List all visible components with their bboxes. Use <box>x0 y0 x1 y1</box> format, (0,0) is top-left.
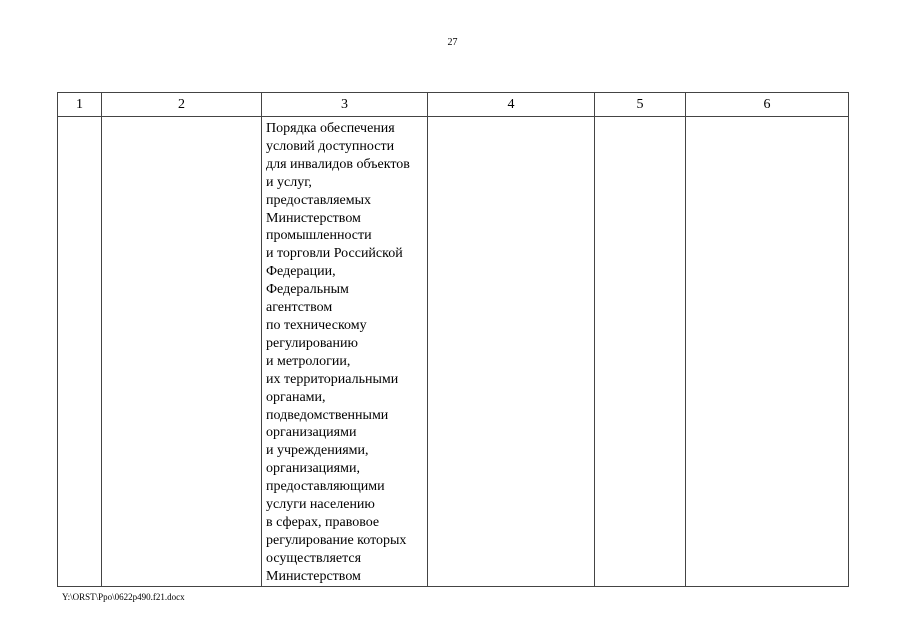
text-line: организациями, <box>266 461 360 477</box>
cell-col3-text <box>262 117 427 586</box>
text-line: промышленности <box>266 228 372 244</box>
text-line: Министерством <box>266 568 361 584</box>
text-line: по техническому <box>266 317 367 333</box>
text-line: подведомственными <box>266 407 389 423</box>
header-cell: 6 <box>686 93 849 117</box>
cell-col3 <box>262 117 428 587</box>
header-cell: 4 <box>428 93 595 117</box>
text-line: агентством <box>266 300 333 316</box>
file-path-footer: Y:\ORST\Ppo\0622p490.f21.docx <box>62 592 185 602</box>
text-line: для инвалидов объектов <box>266 156 410 172</box>
text-line: органами, <box>266 389 326 405</box>
text-line: Министерством <box>266 210 361 226</box>
text-line: услуги населению <box>266 497 375 513</box>
header-cell: 2 <box>102 93 262 117</box>
text-line: условий доступности <box>266 138 395 154</box>
document-table <box>57 92 849 587</box>
cell-col2 <box>102 117 262 587</box>
cell-col4 <box>428 117 595 587</box>
text-line: и услуг, <box>266 174 312 190</box>
header-cell: 3 <box>262 93 428 117</box>
text-line: предоставляющими <box>266 479 385 495</box>
text-line: регулированию <box>266 335 358 351</box>
page-number: 27 <box>447 37 458 48</box>
cell-col5 <box>595 117 686 587</box>
cell-col1 <box>58 117 102 587</box>
text-line: их территориальными <box>266 371 399 387</box>
header-cell: 5 <box>595 93 686 117</box>
text-line: Порядка обеспечения <box>266 121 395 136</box>
header-cell: 1 <box>58 93 102 117</box>
text-line: в сферах, правовое <box>266 514 380 530</box>
text-line: осуществляется <box>266 550 362 566</box>
text-line: Федерации, <box>266 264 336 280</box>
text-line: Федеральным <box>266 282 349 298</box>
cell-col6 <box>686 117 849 587</box>
text-line: и метрологии, <box>266 353 351 369</box>
table-row <box>58 117 849 587</box>
text-line: и учреждениями, <box>266 443 369 459</box>
text-line: организациями <box>266 425 357 441</box>
table-header-row <box>58 93 849 117</box>
text-line: регулирование которых <box>266 532 407 548</box>
text-line: и торговли Российской <box>266 246 403 262</box>
text-line: предоставляемых <box>266 192 372 208</box>
